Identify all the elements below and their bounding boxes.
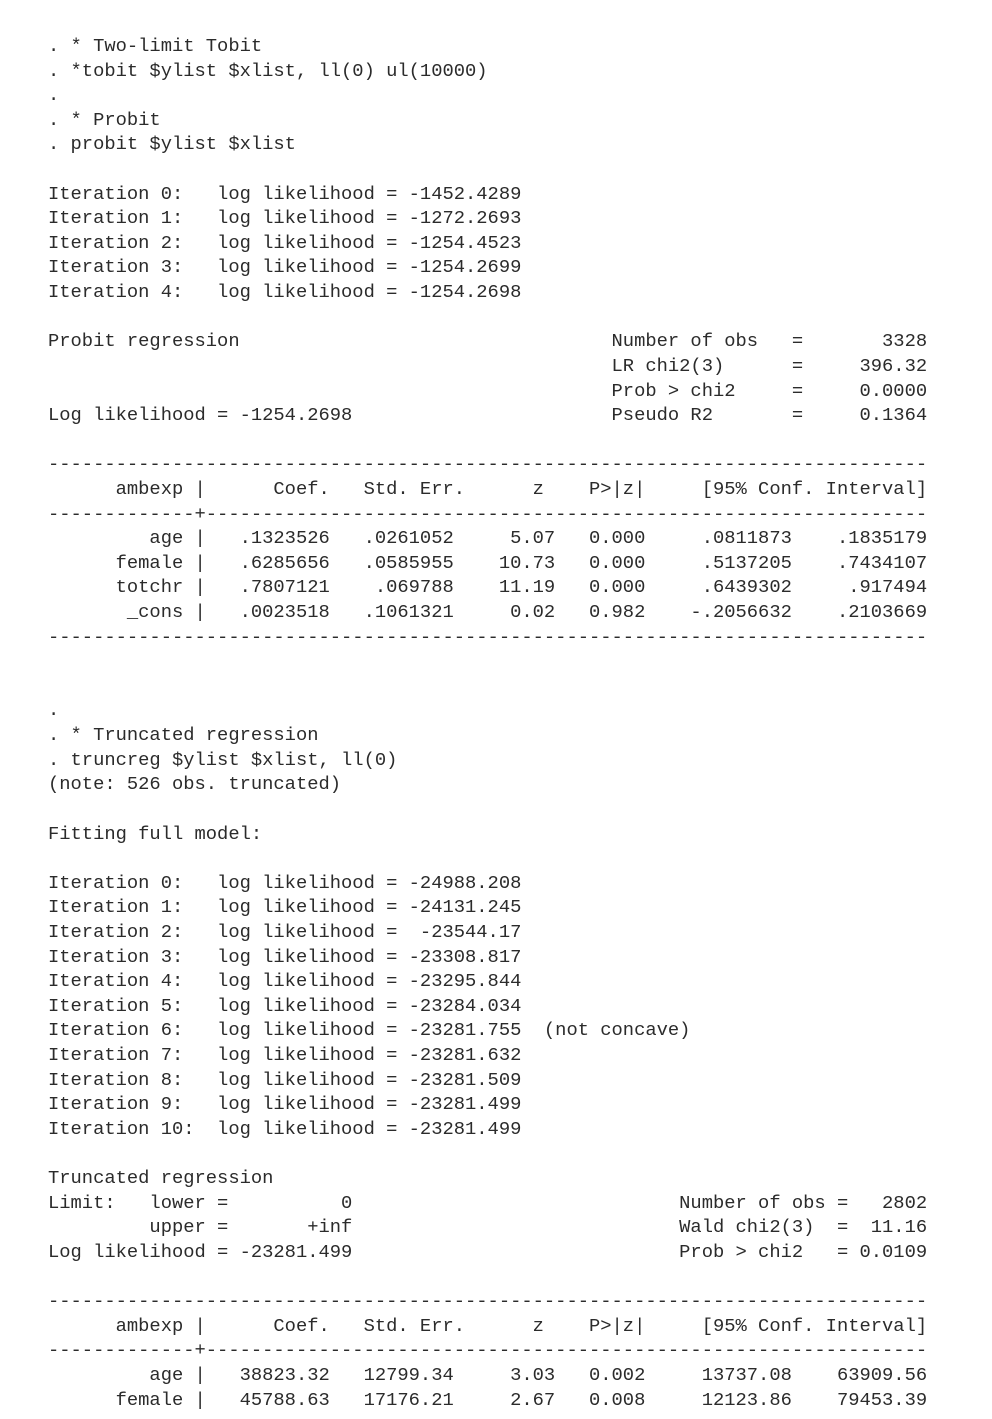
log-line: Iteration 8: log likelihood = -23281.509 — [48, 1068, 522, 1091]
log-line — [48, 846, 927, 871]
log-line: -------------+---------------------------------------------------------------- — [48, 502, 928, 525]
log-line: Iteration 10: log likelihood = -23281.499 — [48, 1117, 522, 1140]
log-line: age | 38823.32 12799.34 3.03 0.002 13737.08 63909.56 — [48, 1363, 928, 1386]
log-line: Iteration 1: log likelihood = -24131.245 — [48, 896, 522, 919]
log-line: (note: 526 obs. truncated) — [48, 773, 342, 796]
log-line: ------------------------------------------------------------------------------ — [48, 625, 928, 648]
log-line: Iteration 0: log likelihood = -24988.208 — [48, 871, 522, 894]
log-line: Probit regression Number of obs = 3328 — [48, 330, 928, 353]
log-line: Iteration 9: log likelihood = -23281.499 — [48, 1093, 522, 1116]
log-line: Iteration 1: log likelihood = -1272.2693 — [48, 207, 522, 230]
log-line: Iteration 4: log likelihood = -1254.2698 — [48, 281, 522, 304]
log-line: totchr | .7807121 .069788 11.19 0.000 .6439302 .917494 — [48, 576, 928, 599]
log-line: Log likelihood = -1254.2698 Pseudo R2 = 0.1364 — [48, 404, 928, 427]
log-line: . probit $ylist $xlist — [48, 133, 296, 156]
log-line: -------------+---------------------------------------------------------------- — [48, 1339, 928, 1362]
log-line: . * Two-limit Tobit — [48, 35, 263, 57]
log-line: Truncated regression — [48, 1167, 274, 1190]
log-line — [48, 1141, 927, 1166]
log-line: . — [48, 84, 60, 107]
log-line: Log likelihood = -23281.499 Prob > chi2 = 0.0109 — [48, 1240, 928, 1263]
log-line: Limit: lower = 0 Number of obs = 2802 — [48, 1191, 928, 1214]
log-line: Iteration 2: log likelihood = -1254.4523 — [48, 231, 522, 254]
log-line — [48, 797, 927, 822]
log-line — [48, 649, 927, 674]
log-line: . * Probit — [48, 108, 161, 131]
log-line: ------------------------------------------------------------------------------ — [48, 453, 928, 476]
log-line: upper = +inf Wald chi2(3) = 11.16 — [48, 1216, 928, 1239]
log-line: Iteration 3: log likelihood = -23308.817 — [48, 945, 522, 968]
stata-output-log — [48, 34, 927, 1412]
log-line: Iteration 7: log likelihood = -23281.632 — [48, 1043, 522, 1066]
log-line: Iteration 2: log likelihood = -23544.17 — [48, 920, 522, 943]
log-line: Fitting full model: — [48, 822, 263, 845]
log-line: Iteration 5: log likelihood = -23284.034 — [48, 994, 522, 1017]
log-line: Prob > chi2 = 0.0000 — [48, 379, 928, 402]
log-line: ------------------------------------------------------------------------------ — [48, 1290, 928, 1313]
log-line: . truncreg $ylist $xlist, ll(0) — [48, 748, 398, 771]
log-line: LR chi2(3) = 396.32 — [48, 354, 928, 377]
log-line — [48, 305, 927, 330]
log-line: Iteration 6: log likelihood = -23281.755 (not concave) — [48, 1019, 691, 1042]
log-line — [48, 1264, 927, 1289]
log-line: ambexp | Coef. Std. Err. z P>|z| [95% Conf. Interval] — [48, 477, 928, 500]
log-line: _cons | .0023518 .1061321 0.02 0.982 -.2056632 .2103669 — [48, 601, 928, 624]
log-line: . — [48, 699, 60, 722]
log-line: Iteration 4: log likelihood = -23295.844 — [48, 970, 522, 993]
log-line: Iteration 3: log likelihood = -1254.2699 — [48, 256, 522, 279]
log-line: ambexp | Coef. Std. Err. z P>|z| [95% Conf. Interval] — [48, 1314, 928, 1337]
log-line — [48, 157, 927, 182]
log-line: age | .1323526 .0261052 5.07 0.000 .0811873 .1835179 — [48, 527, 928, 550]
log-line: . *tobit $ylist $xlist, ll(0) ul(10000) — [48, 59, 488, 82]
log-line — [48, 674, 927, 699]
log-line: . * Truncated regression — [48, 724, 319, 747]
log-line: female | 45788.63 17176.21 2.67 0.008 12123.86 79453.39 — [48, 1388, 928, 1411]
log-line — [48, 428, 927, 453]
log-line: female | .6285656 .0585955 10.73 0.000 .5137205 .7434107 — [48, 551, 928, 574]
log-line: Iteration 0: log likelihood = -1452.4289 — [48, 182, 522, 205]
